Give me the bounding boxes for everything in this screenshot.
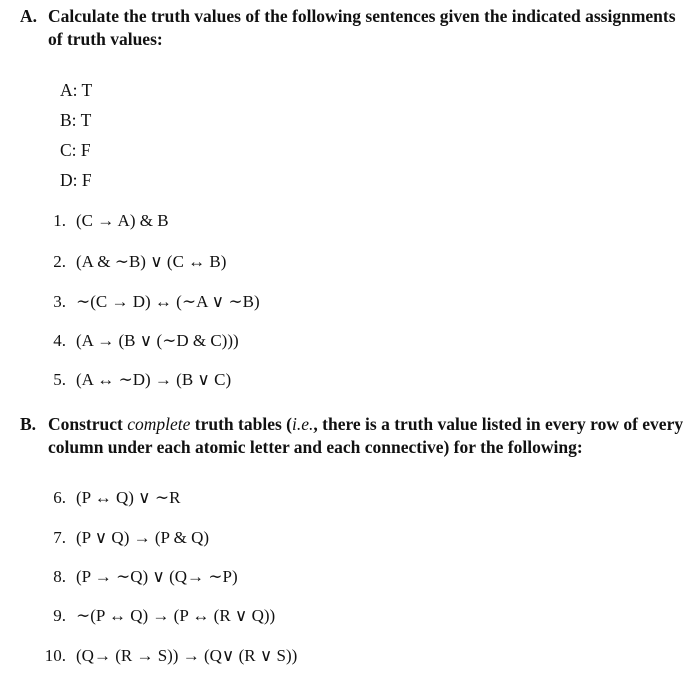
problem-number: 2. bbox=[53, 252, 66, 271]
problem-number: 7. bbox=[53, 528, 66, 547]
problem-number: 6. bbox=[53, 488, 66, 507]
problem-formula: (A & ∼B) ∨ (C ↔ B) bbox=[76, 252, 227, 271]
problem-formula: (P ∨ Q) → (P & Q) bbox=[76, 528, 210, 547]
section-b-heading-text: Construct complete truth tables (i.e., there is a truth value listed in every row of every column under each atomic letter and each connective) for the following: bbox=[48, 414, 684, 457]
problem-number: 8. bbox=[53, 567, 66, 586]
problem-formula: ∼(P ↔ Q) → (P ↔ (R ∨ Q)) bbox=[76, 606, 276, 625]
problem-formula: (C → A) & B bbox=[76, 211, 169, 230]
problem-7 bbox=[42, 528, 209, 548]
assignment-a: A: T bbox=[60, 80, 93, 100]
problem-2 bbox=[42, 252, 226, 272]
problem-number: 9. bbox=[53, 606, 66, 625]
assignment-d: D: F bbox=[60, 170, 92, 190]
problem-10 bbox=[38, 646, 297, 666]
problem-6 bbox=[42, 488, 180, 508]
problem-3 bbox=[42, 292, 260, 312]
problem-1 bbox=[42, 211, 169, 231]
assignment-c: C: F bbox=[60, 140, 91, 160]
problem-8 bbox=[42, 567, 238, 587]
section-a-heading bbox=[20, 5, 690, 51]
problem-formula: (A ↔ ∼D) → (B ∨ C) bbox=[76, 370, 232, 389]
problem-formula: (Q→ (R → S)) → (Q∨ (R ∨ S)) bbox=[76, 646, 298, 665]
problem-formula: ∼(C → D) ↔ (∼A ∨ ∼B) bbox=[76, 292, 260, 311]
problem-number: 4. bbox=[53, 331, 66, 350]
section-b-heading bbox=[20, 413, 690, 459]
problem-number: 10. bbox=[44, 646, 66, 665]
problem-formula: (P ↔ Q) ∨ ∼R bbox=[76, 488, 181, 507]
section-a-heading-text: Calculate the truth values of the following sentences given the indicated assignments of truth values: bbox=[48, 6, 676, 49]
problem-9 bbox=[42, 606, 275, 626]
problem-number: 1. bbox=[53, 211, 66, 230]
section-a-letter: A. bbox=[20, 6, 38, 26]
problem-formula: (P → ∼Q) ∨ (Q→ ∼P) bbox=[76, 567, 238, 586]
section-b-letter: B. bbox=[20, 414, 37, 434]
problem-number: 5. bbox=[53, 370, 66, 389]
problem-formula: (A → (B ∨ (∼D & C))) bbox=[76, 331, 239, 350]
problem-4 bbox=[42, 331, 239, 351]
assignment-b: B: T bbox=[60, 110, 92, 130]
problem-number: 3. bbox=[53, 292, 66, 311]
problem-5 bbox=[42, 370, 231, 390]
